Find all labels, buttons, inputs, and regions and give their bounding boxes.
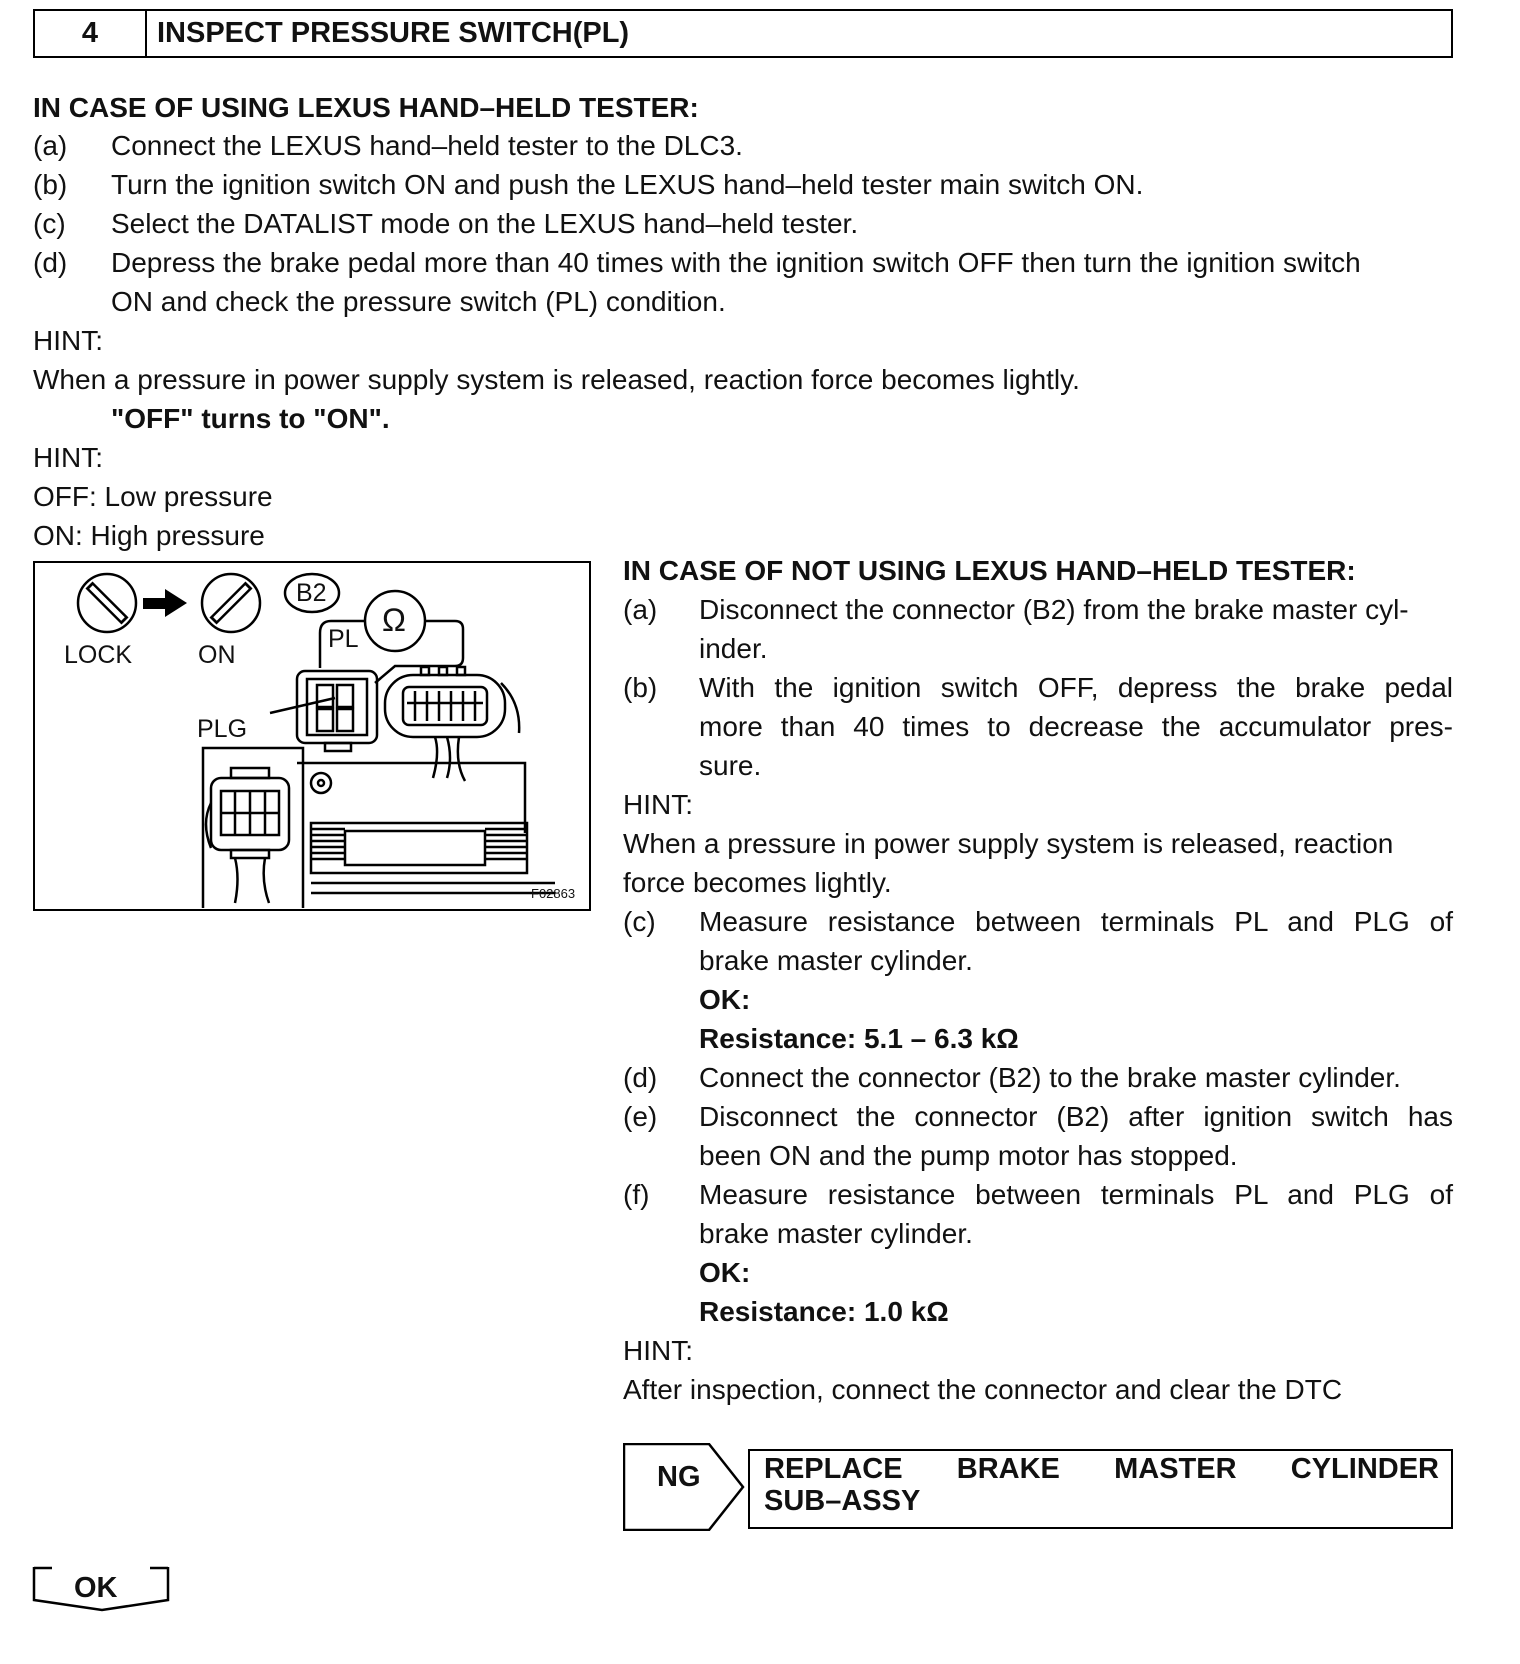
- no-tester-step-b-label: (b): [623, 672, 658, 703]
- tester-step-c-label: (c): [33, 208, 66, 239]
- no-tester-step-a-label: (a): [623, 594, 658, 625]
- no-tester-step-b-line-2: more than 40 times to decrease the accumulator pres-: [699, 711, 1453, 742]
- tester-spec: "OFF" turns to "ON".: [111, 403, 390, 434]
- tester-hint2-line-2: ON: High pressure: [33, 520, 265, 551]
- no-tester-step-f-line-2: brake master cylinder.: [699, 1218, 973, 1249]
- ok-result-box: [32, 1566, 172, 1612]
- connector-diagram: [33, 561, 591, 911]
- no-tester-heading: IN CASE OF NOT USING LEXUS HAND–HELD TESTER:: [623, 555, 1356, 586]
- no-tester-hint-label: HINT:: [623, 789, 693, 820]
- no-tester-hint-line-2: force becomes lightly.: [623, 867, 892, 898]
- no-tester-step-f-line-1: Measure resistance between terminals PL and PLG of: [699, 1179, 1453, 1210]
- tester-hint-text: When a pressure in power supply system is released, reaction force becomes lightly.: [33, 364, 1080, 395]
- tester-step-b-text: Turn the ignition switch ON and push the LEXUS hand–held tester main switch ON.: [111, 169, 1144, 200]
- on-label: ON: [198, 641, 236, 669]
- no-tester-step-b-line-1: With the ignition switch OFF, depress the brake pedal: [699, 672, 1453, 703]
- lock-label: LOCK: [64, 641, 133, 669]
- tester-step-c-text: Select the DATALIST mode on the LEXUS hand–held tester.: [111, 208, 859, 239]
- no-tester-step-f-ok: OK:: [699, 1257, 751, 1288]
- connector-illustration: [35, 563, 591, 911]
- figure-code: F02863: [531, 886, 576, 901]
- no-tester-step-e-line-2: been ON and the pump motor has stopped.: [699, 1140, 1238, 1171]
- tester-step-b-label: (b): [33, 169, 68, 200]
- ng-result-line-1: REPLACE BRAKE MASTER CYLINDER: [764, 1453, 1439, 1485]
- no-tester-step-a-line-2: inder.: [699, 633, 768, 664]
- ok-label: OK: [74, 1572, 118, 1604]
- tester-step-d-text-1: Depress the brake pedal more than 40 times with the ignition switch OFF then turn the ignition switch: [111, 247, 1361, 278]
- step-number: 4: [35, 11, 147, 56]
- ng-result-line-2: SUB–ASSY: [764, 1485, 921, 1517]
- step-header: [33, 9, 1453, 58]
- ohm-symbol: Ω: [382, 602, 406, 638]
- tester-step-a-label: (a): [33, 130, 68, 161]
- no-tester-step-f-spec: Resistance: 1.0 kΩ: [699, 1296, 949, 1327]
- no-tester-step-c-ok: OK:: [699, 984, 751, 1015]
- no-tester-step-d-line-1: Connect the connector (B2) to the brake master cylinder.: [699, 1062, 1401, 1093]
- tester-hint-label: HINT:: [33, 325, 103, 356]
- pl-label: PL: [328, 625, 359, 653]
- plg-label: PLG: [197, 715, 248, 743]
- no-tester-hint-line-1: When a pressure in power supply system is released, reaction: [623, 828, 1394, 859]
- no-tester-step-c-spec: Resistance: 5.1 – 6.3 kΩ: [699, 1023, 1019, 1054]
- no-tester-step-d-label: (d): [623, 1062, 658, 1093]
- no-tester-step-c-line-2: brake master cylinder.: [699, 945, 973, 976]
- no-tester-step-e-label: (e): [623, 1101, 658, 1132]
- no-tester-step-f-label: (f): [623, 1179, 650, 1210]
- tester-step-d-label: (d): [33, 247, 68, 278]
- ng-result-box: [748, 1449, 1453, 1529]
- no-tester-hint2-label: HINT:: [623, 1335, 693, 1366]
- step-title: INSPECT PRESSURE SWITCH(PL): [157, 17, 630, 49]
- tester-heading: IN CASE OF USING LEXUS HAND–HELD TESTER:: [33, 92, 699, 123]
- tester-step-a-text: Connect the LEXUS hand–held tester to the DLC3.: [111, 130, 743, 161]
- no-tester-step-b-line-3: sure.: [699, 750, 762, 781]
- no-tester-step-a-line-1: Disconnect the connector (B2) from the brake master cyl-: [699, 594, 1409, 625]
- ng-label: NG: [657, 1461, 701, 1493]
- no-tester-step-c-label: (c): [623, 906, 656, 937]
- tester-step-d-text-2: ON and check the pressure switch (PL) condition.: [111, 286, 726, 317]
- tester-hint2-label: HINT:: [33, 442, 103, 473]
- no-tester-step-e-line-1: Disconnect the connector (B2) after ignition switch has: [699, 1101, 1453, 1132]
- b2-label: B2: [296, 579, 327, 607]
- no-tester-hint2-text: After inspection, connect the connector and clear the DTC: [623, 1374, 1343, 1405]
- tester-hint2-line-1: OFF: Low pressure: [33, 481, 273, 512]
- right-arrow-icon: [143, 589, 187, 617]
- no-tester-step-c-line-1: Measure resistance between terminals PL and PLG of: [699, 906, 1453, 937]
- ng-arrow-box: [623, 1443, 745, 1531]
